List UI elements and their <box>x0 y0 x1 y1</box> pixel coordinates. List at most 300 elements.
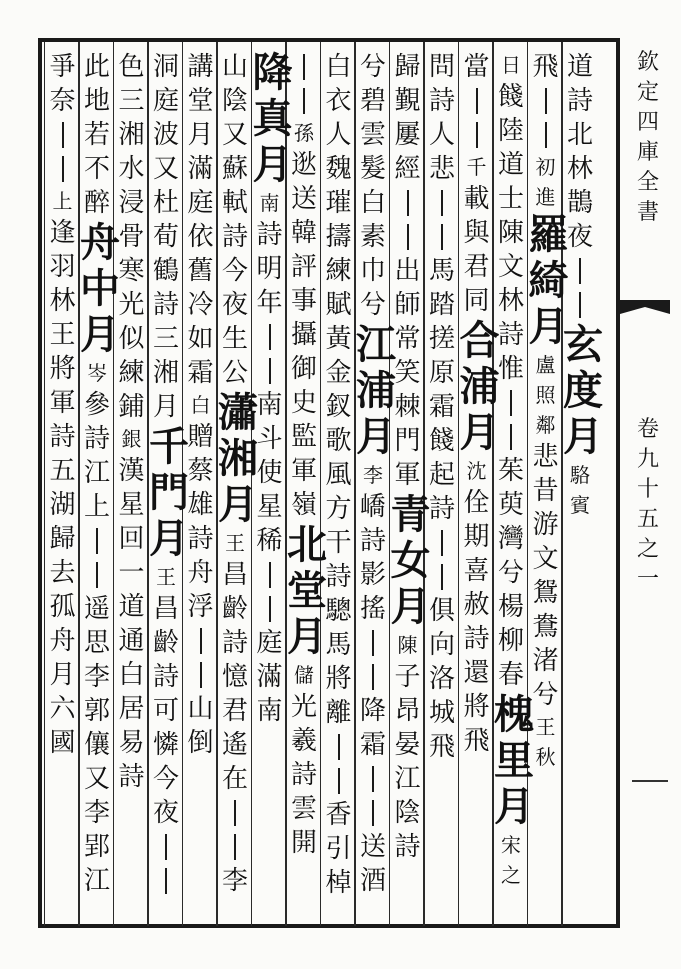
text-char: 文 <box>532 544 559 574</box>
text-char: 軍 <box>49 388 76 418</box>
text-char: 師 <box>394 290 421 320</box>
text-char: 郭 <box>83 696 110 726</box>
repeat-mark <box>96 528 98 554</box>
text-char: 湘 <box>152 358 179 388</box>
text-char: 南 <box>259 191 280 215</box>
fish-tail-mark <box>620 300 670 314</box>
repeat-mark <box>372 664 374 690</box>
text-char: 三 <box>152 324 179 354</box>
repeat-mark <box>407 190 409 216</box>
text-char: 銀 <box>121 427 142 451</box>
text-char: 道 <box>118 592 145 622</box>
text-char: 明 <box>256 254 283 284</box>
heading-char: 青 <box>390 491 431 538</box>
text-char: 又 <box>221 120 248 150</box>
text-char: 棘 <box>394 392 421 422</box>
text-char: 贈 <box>187 422 214 452</box>
text-char: 遥 <box>83 594 110 624</box>
heading-char: 門 <box>149 469 189 516</box>
text-char: 霜 <box>187 358 214 388</box>
text-char: 滿 <box>256 662 283 692</box>
text-char: 一 <box>118 558 145 588</box>
heading-char: 羅 <box>528 211 569 258</box>
text-column <box>492 50 534 920</box>
repeat-mark <box>269 562 271 588</box>
text-char: 悲 <box>532 442 559 472</box>
text-char: 參 <box>83 390 110 420</box>
text-char: 與 <box>463 218 490 248</box>
heading-char: 合 <box>459 317 500 364</box>
text-char: 同 <box>463 286 490 316</box>
text-char: 北 <box>566 120 593 150</box>
volume-label-char: 五 <box>636 507 659 532</box>
text-char: 江 <box>83 458 110 488</box>
heading-char: 月 <box>287 613 327 660</box>
text-char: 人 <box>325 120 352 150</box>
text-char: 練 <box>118 358 145 388</box>
text-char: 陰 <box>394 798 421 828</box>
text-char: 山 <box>187 694 214 724</box>
text-char: 白 <box>118 660 145 690</box>
text-char: 載 <box>463 184 490 214</box>
text-char: 兮 <box>359 52 386 82</box>
text-char: 鵲 <box>566 188 593 218</box>
text-char: 監 <box>290 422 317 452</box>
book-title-char: 全 <box>636 170 659 195</box>
repeat-mark <box>269 596 271 622</box>
text-column <box>423 50 461 920</box>
text-char: 林 <box>49 286 76 316</box>
text-char: 庭 <box>187 188 214 218</box>
text-char: 講 <box>187 52 214 82</box>
heading-char: 中 <box>80 265 120 312</box>
repeat-mark <box>441 530 443 556</box>
text-char: 覲 <box>394 86 421 116</box>
text-char: 居 <box>118 694 145 724</box>
text-char: 林 <box>566 154 593 184</box>
text-char: 堂 <box>187 86 214 116</box>
text-char: 霜 <box>359 730 386 760</box>
heading-char: 月 <box>149 515 189 562</box>
text-char: 色 <box>118 52 145 82</box>
heading-char: 降 <box>252 49 293 96</box>
text-column <box>216 50 258 920</box>
text-char: 李 <box>221 866 248 896</box>
text-char: 酒 <box>359 866 386 896</box>
text-char: 期 <box>463 522 490 552</box>
text-char: 浮 <box>187 592 214 622</box>
text-char: 詩 <box>359 526 386 556</box>
repeat-mark <box>303 88 305 114</box>
text-char: 晏 <box>394 730 421 760</box>
text-char: 江 <box>394 764 421 794</box>
text-char: 憐 <box>152 730 179 760</box>
text-char: 離 <box>325 698 352 728</box>
heading-char: 月 <box>459 409 500 456</box>
text-char: 白 <box>325 52 352 82</box>
text-char: 可 <box>152 696 179 726</box>
text-char: 鋪 <box>118 392 145 422</box>
text-char: 駱 <box>570 463 590 487</box>
text-char: 詩 <box>463 624 490 654</box>
text-char: 昌 <box>152 594 179 624</box>
text-char: 漢 <box>118 456 145 486</box>
text-char: 起 <box>428 460 455 490</box>
text-char: 韓 <box>290 218 317 248</box>
text-char: 棹 <box>325 868 352 898</box>
text-char: 雲 <box>290 794 317 824</box>
text-column <box>458 50 500 920</box>
text-char: 陳 <box>397 633 418 657</box>
repeat-mark <box>441 224 443 250</box>
text-char: 屢 <box>394 120 421 150</box>
text-char: 將 <box>463 692 490 722</box>
text-char: 斗 <box>256 424 283 454</box>
text-char: 三 <box>118 86 145 116</box>
text-char: 逢 <box>49 218 76 248</box>
text-char: 歌 <box>325 426 352 456</box>
text-char: 賓 <box>570 493 590 517</box>
text-char: 茱 <box>497 456 524 486</box>
text-char: 陳 <box>497 218 524 248</box>
text-char: 霜 <box>428 392 455 422</box>
text-char: 史 <box>290 388 317 418</box>
text-char: 引 <box>325 834 352 864</box>
text-char: 喜 <box>463 556 490 586</box>
book-title-char: 定 <box>636 80 659 105</box>
text-char: 向 <box>428 630 455 660</box>
repeat-mark <box>200 662 202 688</box>
repeat-mark <box>234 800 236 826</box>
text-char: 在 <box>221 764 248 794</box>
text-char: 又 <box>152 154 179 184</box>
text-char: 稀 <box>256 526 283 556</box>
heading-char: 千 <box>149 423 189 470</box>
text-column <box>354 50 396 920</box>
text-char: 道 <box>566 52 593 82</box>
text-char: 問 <box>428 52 455 82</box>
text-char: 鶴 <box>152 256 179 286</box>
margin-rule <box>632 780 668 782</box>
text-char: 浸 <box>118 188 145 218</box>
text-char: 送 <box>359 832 386 862</box>
repeat-mark <box>579 258 581 284</box>
text-char: 魏 <box>325 154 352 184</box>
text-char: 庭 <box>152 86 179 116</box>
text-char: 依 <box>187 222 214 252</box>
heading-char: 玄 <box>563 321 603 368</box>
text-char: 佺 <box>463 488 490 518</box>
text-char: 經 <box>394 154 421 184</box>
text-char: 兮 <box>497 558 524 588</box>
text-char: 月 <box>49 660 76 690</box>
text-char: 夜 <box>566 222 593 252</box>
repeat-mark <box>372 800 374 826</box>
text-char: 今 <box>221 256 248 286</box>
text-char: 搓 <box>428 324 455 354</box>
text-char: 光 <box>118 290 145 320</box>
text-char: 岑 <box>87 361 107 385</box>
repeat-mark <box>62 156 64 182</box>
book-title <box>628 48 668 228</box>
repeat-mark <box>441 190 443 216</box>
text-char: 詩 <box>152 662 179 692</box>
repeat-mark <box>441 564 443 590</box>
text-char: 今 <box>152 764 179 794</box>
text-char: 軍 <box>290 456 317 486</box>
text-char: 水 <box>118 154 145 184</box>
text-char: 又 <box>83 764 110 794</box>
heading-char: 月 <box>390 583 431 630</box>
volume-label-char: 九 <box>636 447 659 472</box>
text-char: 詩 <box>118 762 145 792</box>
text-char: 餞 <box>428 426 455 456</box>
repeat-mark <box>476 122 478 148</box>
text-char: 月 <box>152 392 179 422</box>
text-char: 詩 <box>256 220 283 250</box>
text-char: 詩 <box>497 320 524 350</box>
text-char: 蔡 <box>187 456 214 486</box>
text-char: 郢 <box>83 832 110 862</box>
text-char: 璀 <box>325 188 352 218</box>
text-char: 遙 <box>221 730 248 760</box>
text-char: 林 <box>497 286 524 316</box>
text-char: 國 <box>49 728 76 758</box>
text-char: 金 <box>325 358 352 388</box>
text-char: 搖 <box>359 594 386 624</box>
text-char: 儲 <box>294 663 314 687</box>
text-char: 萸 <box>497 490 524 520</box>
text-char: 送 <box>290 184 317 214</box>
text-char: 詩 <box>428 86 455 116</box>
repeat-mark <box>269 324 271 350</box>
text-char: 將 <box>325 664 352 694</box>
text-char: 去 <box>49 558 76 588</box>
text-char: 生 <box>221 324 248 354</box>
text-char: 庭 <box>256 628 283 658</box>
text-char: 骨 <box>118 222 145 252</box>
repeat-mark <box>165 834 167 860</box>
text-column <box>44 50 82 920</box>
text-char: 赦 <box>463 590 490 620</box>
text-char: 黃 <box>325 324 352 354</box>
text-char: 上 <box>52 189 73 213</box>
text-char: 巾 <box>359 256 386 286</box>
text-char: 灣 <box>497 524 524 554</box>
text-char: 踏 <box>428 290 455 320</box>
repeat-mark <box>407 224 409 250</box>
text-char: 星 <box>118 490 145 520</box>
text-char: 士 <box>497 184 524 214</box>
text-char: 千 <box>466 155 487 179</box>
text-char: 齡 <box>221 594 248 624</box>
text-char: 出 <box>394 256 421 286</box>
text-char: 嶠 <box>359 492 386 522</box>
text-char: 鄰 <box>535 413 556 437</box>
text-char: 王 <box>49 320 76 350</box>
heading-char: 北 <box>287 521 327 568</box>
text-char: 五 <box>49 456 76 486</box>
text-char: 詩 <box>152 290 179 320</box>
text-char: 昂 <box>394 696 421 726</box>
text-char: 江 <box>83 866 110 896</box>
repeat-mark <box>372 766 374 792</box>
heading-char: 女 <box>390 537 431 584</box>
heading-char: 月 <box>80 311 120 358</box>
text-char: 月 <box>187 120 214 150</box>
text-char: 城 <box>428 698 455 728</box>
text-char: 香 <box>325 800 352 830</box>
text-char: 洞 <box>152 52 179 82</box>
text-char: 素 <box>359 222 386 252</box>
text-char: 陸 <box>497 116 524 146</box>
text-column <box>389 50 431 920</box>
text-char: 齡 <box>152 628 179 658</box>
text-char: 練 <box>325 256 352 286</box>
volume-label-char: 十 <box>636 477 659 502</box>
heading-char: 瀟 <box>218 389 258 436</box>
heading-char: 里 <box>494 737 534 784</box>
text-char: 飛 <box>532 52 559 82</box>
text-char: 蘇 <box>221 154 248 184</box>
book-title-char: 欽 <box>636 50 659 75</box>
text-char: 原 <box>428 358 455 388</box>
text-column <box>320 50 358 920</box>
column-rule <box>44 42 46 926</box>
volume-label <box>628 415 668 595</box>
text-char: 白 <box>190 393 211 417</box>
heading-char: 江 <box>356 321 396 368</box>
text-char: 詩 <box>187 524 214 554</box>
repeat-mark <box>510 390 512 416</box>
heading-char: 月 <box>218 481 258 528</box>
repeat-mark <box>165 868 167 894</box>
text-char: 君 <box>463 252 490 282</box>
text-char: 干 <box>325 528 352 558</box>
text-char: 若 <box>83 120 110 150</box>
text-char: 柳 <box>497 626 524 656</box>
text-char: 昌 <box>221 560 248 590</box>
text-char: 湘 <box>118 120 145 150</box>
text-char: 詩 <box>290 760 317 790</box>
text-char: 鴦 <box>532 612 559 642</box>
heading-char: 月 <box>563 413 603 460</box>
text-char: 回 <box>118 524 145 554</box>
text-char: 逖 <box>290 150 317 180</box>
text-char: 髮 <box>359 154 386 184</box>
text-char: 笑 <box>394 358 421 388</box>
text-char: 詩 <box>49 422 76 452</box>
text-char: 孫 <box>294 121 314 145</box>
repeat-mark <box>510 424 512 450</box>
text-char: 舊 <box>187 256 214 286</box>
text-char: 兮 <box>359 290 386 320</box>
text-char: 盧 <box>535 353 556 377</box>
text-char: 軾 <box>221 188 248 218</box>
text-char: 夜 <box>221 290 248 320</box>
repeat-mark <box>545 122 547 148</box>
book-title-char: 書 <box>636 200 659 225</box>
text-char: 事 <box>290 286 317 316</box>
text-char: 人 <box>428 120 455 150</box>
text-char: 飛 <box>463 726 490 756</box>
text-char: 醉 <box>83 188 110 218</box>
text-column <box>561 50 603 920</box>
text-char: 憶 <box>221 662 248 692</box>
text-char: 昔 <box>532 476 559 506</box>
heading-char: 綺 <box>528 257 569 304</box>
heading-char: 槐 <box>494 691 534 738</box>
text-char: 倒 <box>187 728 214 758</box>
text-char: 釵 <box>325 392 352 422</box>
text-char: 洛 <box>428 664 455 694</box>
heading-char: 舟 <box>80 219 120 266</box>
text-char: 春 <box>497 660 524 690</box>
text-char: 荀 <box>152 222 179 252</box>
text-char: 此 <box>83 52 110 82</box>
text-char: 游 <box>532 510 559 540</box>
text-char: 當 <box>463 52 490 82</box>
text-char: 御 <box>290 354 317 384</box>
text-char: 照 <box>535 383 556 407</box>
text-char: 悲 <box>428 154 455 184</box>
text-char: 文 <box>497 252 524 282</box>
text-char: 陰 <box>221 86 248 116</box>
text-char: 孤 <box>49 592 76 622</box>
text-char: 雄 <box>187 490 214 520</box>
text-char: 王 <box>535 715 556 739</box>
text-char: 衣 <box>325 86 352 116</box>
text-char: 雲 <box>359 120 386 150</box>
text-char: 詩 <box>221 628 248 658</box>
text-char: 夜 <box>152 798 179 828</box>
text-char: 碧 <box>359 86 386 116</box>
heading-char: 月 <box>356 413 396 460</box>
text-char: 上 <box>83 492 110 522</box>
text-char: 通 <box>118 626 145 656</box>
text-char: 宋 <box>501 833 521 857</box>
text-char: 易 <box>118 728 145 758</box>
text-char: 惟 <box>497 354 524 384</box>
repeat-mark <box>545 88 547 114</box>
repeat-mark <box>476 88 478 114</box>
text-char: 鴛 <box>532 578 559 608</box>
text-char: 山 <box>221 52 248 82</box>
text-char: 儴 <box>83 730 110 760</box>
text-char: 將 <box>49 354 76 384</box>
heading-char: 堂 <box>287 567 327 614</box>
text-column <box>147 50 189 920</box>
heading-char: 月 <box>494 783 534 830</box>
text-char: 湖 <box>49 490 76 520</box>
text-char: 開 <box>290 828 317 858</box>
heading-char: 浦 <box>459 363 500 410</box>
text-char: 之 <box>501 863 521 887</box>
text-char: 使 <box>256 458 283 488</box>
heading-char: 湘 <box>218 435 258 482</box>
text-char: 王 <box>156 565 176 589</box>
text-char: 兮 <box>532 680 559 710</box>
text-char: 攝 <box>290 320 317 350</box>
text-char: 李 <box>83 798 110 828</box>
heading-char: 浦 <box>356 367 396 414</box>
text-char: 子 <box>394 662 421 692</box>
text-char: 秋 <box>535 745 556 769</box>
repeat-mark <box>579 292 581 318</box>
text-char: 方 <box>325 494 352 524</box>
text-char: 馬 <box>325 630 352 660</box>
text-char: 王 <box>225 531 245 555</box>
